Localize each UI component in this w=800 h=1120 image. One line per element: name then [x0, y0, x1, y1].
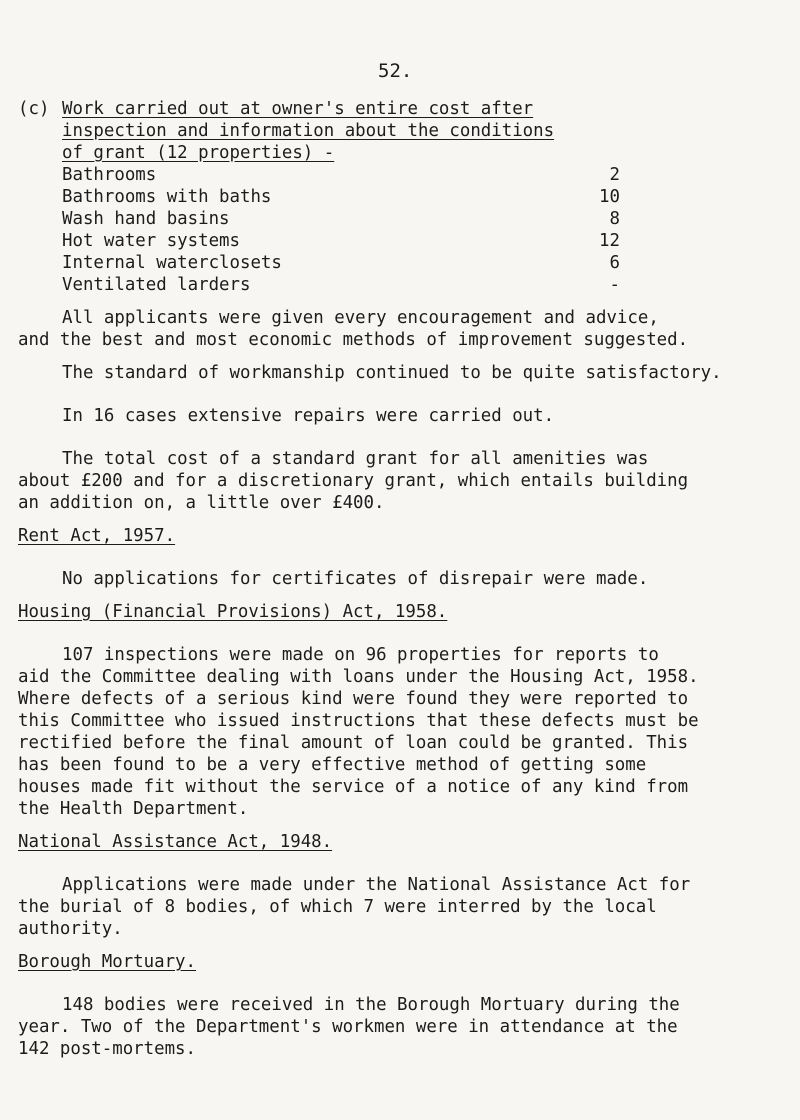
section-heading-line-2: inspection and information about the conditions [62, 121, 555, 141]
paragraph-line: and the best and most economic methods of improvement suggested. [18, 330, 689, 350]
item-label: Internal waterclosets [62, 253, 282, 273]
page-number: 52. [378, 60, 413, 82]
paragraph-line: has been found to be a very effective method of getting some [18, 755, 647, 775]
item-label: Bathrooms with baths [62, 187, 272, 207]
rent-act-heading: Rent Act, 1957. [18, 526, 176, 546]
item-label: Bathrooms [62, 165, 157, 185]
assistance-act-heading: National Assistance Act, 1948. [18, 832, 333, 852]
paragraph-line: houses made fit without the service of a notice of any kind from [18, 777, 689, 797]
paragraph-line: 107 inspections were made on 96 properties for reports to [62, 645, 659, 665]
paragraph-line: rectified before the final amount of loan could be granted. This [18, 733, 689, 753]
paragraph-line: about £200 and for a discretionary grant, which entails building [18, 471, 689, 491]
item-value: 10 [599, 187, 620, 207]
paragraph-line: authority. [18, 919, 123, 939]
paragraph-line: In 16 cases extensive repairs were carried out. [62, 406, 555, 426]
item-value: - [609, 275, 620, 295]
paragraph-line: the Health Department. [18, 799, 249, 819]
paragraph-line: 142 post-mortems. [18, 1039, 196, 1059]
section-heading-line-3: of grant (12 properties) - [62, 143, 335, 163]
paragraph-line: this Committee who issued instructions that these defects must be [18, 711, 699, 731]
paragraph-line: year. Two of the Department's workmen were in attendance at the [18, 1017, 678, 1037]
item-value: 8 [609, 209, 620, 229]
item-label: Hot water systems [62, 231, 240, 251]
item-label: Wash hand basins [62, 209, 230, 229]
section-marker: (c) [18, 99, 50, 119]
item-value: 6 [609, 253, 620, 273]
paragraph-line: the burial of 8 bodies, of which 7 were interred by the local [18, 897, 657, 917]
paragraph-line: All applicants were given every encouragement and advice, [62, 308, 659, 328]
housing-act-heading: Housing (Financial Provisions) Act, 1958. [18, 602, 448, 622]
mortuary-heading: Borough Mortuary. [18, 952, 196, 972]
paragraph-line: an addition on, a little over £400. [18, 493, 385, 513]
paragraph-line: aid the Committee dealing with loans under the Housing Act, 1958. [18, 667, 699, 687]
paragraph-line: No applications for certificates of disrepair were made. [62, 569, 649, 589]
paragraph-line: Applications were made under the National Assistance Act for [62, 875, 691, 895]
item-label: Ventilated larders [62, 275, 251, 295]
section-heading-line-1: Work carried out at owner's entire cost after [62, 99, 534, 119]
paragraph-line: The total cost of a standard grant for all amenities was [62, 449, 649, 469]
item-value: 2 [609, 165, 620, 185]
paragraph-line: The standard of workmanship continued to be quite satisfactory. [62, 363, 722, 383]
item-value: 12 [599, 231, 620, 251]
paragraph-line: Where defects of a serious kind were found they were reported to [18, 689, 689, 709]
paragraph-line: 148 bodies were received in the Borough Mortuary during the [62, 995, 680, 1015]
